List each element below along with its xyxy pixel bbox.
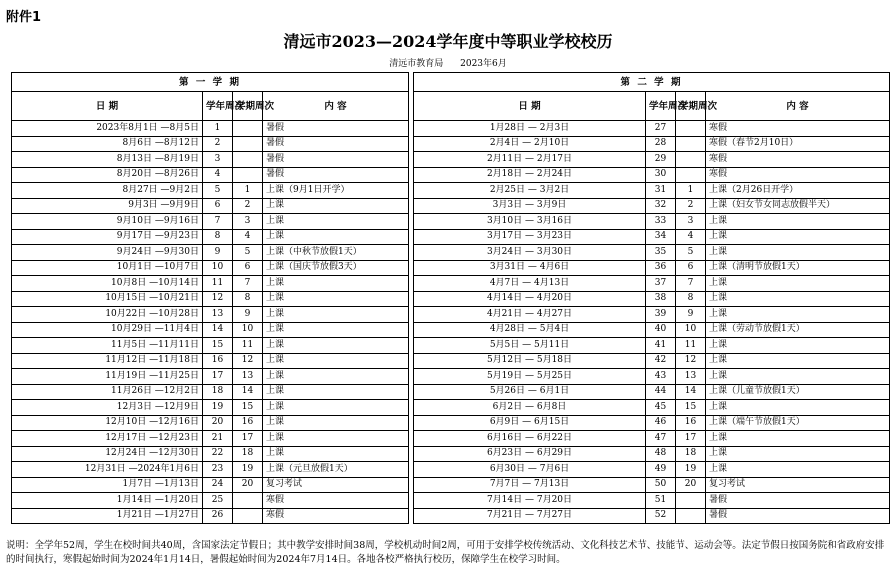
school-week-cell: 5 — [203, 183, 233, 199]
term-week-header: 学期周次 — [676, 92, 706, 121]
content-cell: 上课 — [706, 291, 890, 307]
table-row — [12, 276, 409, 292]
term-week-cell: 11 — [676, 338, 706, 354]
term-week-cell: 5 — [233, 245, 263, 261]
table-row — [12, 400, 409, 416]
content-cell: 上课 — [263, 446, 409, 462]
date-cell: 4月7日 — 4月13日 — [414, 276, 646, 292]
content-cell: 上课 — [706, 353, 890, 369]
table-row — [414, 431, 890, 447]
table-row — [12, 493, 409, 509]
school-week-cell: 47 — [646, 431, 676, 447]
term-week-cell: 2 — [676, 198, 706, 214]
table-row — [414, 508, 890, 524]
content-cell: 寒假 — [706, 152, 890, 168]
page-title: 清远市2023—2024学年度中等职业学校校历 — [283, 32, 613, 51]
school-week-cell: 8 — [203, 229, 233, 245]
school-week-cell: 43 — [646, 369, 676, 385]
date-cell: 2023年8月1日 —8月5日 — [12, 121, 203, 137]
term-week-cell: 14 — [676, 384, 706, 400]
date-header: 日 期 — [12, 92, 203, 121]
semester1-title: 第 一 学 期 — [12, 73, 409, 92]
content-cell: 上课 — [706, 245, 890, 261]
date-cell: 3月31日 — 4月6日 — [414, 260, 646, 276]
date-cell: 8月20日 —8月26日 — [12, 167, 203, 183]
term-week-cell: 13 — [676, 369, 706, 385]
table-row — [12, 214, 409, 230]
date-cell: 8月27日 —9月2日 — [12, 183, 203, 199]
content-cell: 暑假 — [706, 508, 890, 524]
table-row — [414, 291, 890, 307]
date-cell: 4月21日 — 4月27日 — [414, 307, 646, 323]
date-cell: 3月3日 — 3月9日 — [414, 198, 646, 214]
date-cell: 11月12日 —11月18日 — [12, 353, 203, 369]
date-cell: 5月12日 — 5月18日 — [414, 353, 646, 369]
table-row — [414, 229, 890, 245]
term-week-cell: 11 — [233, 338, 263, 354]
term-week-cell: 7 — [233, 276, 263, 292]
date-cell: 3月10日 — 3月16日 — [414, 214, 646, 230]
table-row — [414, 415, 890, 431]
table-row — [12, 183, 409, 199]
date-cell: 2月25日 — 3月2日 — [414, 183, 646, 199]
content-cell: 上课 — [263, 415, 409, 431]
school-week-cell: 48 — [646, 446, 676, 462]
school-week-cell: 51 — [646, 493, 676, 509]
date-cell: 2月11日 — 2月17日 — [414, 152, 646, 168]
term-week-cell: 13 — [233, 369, 263, 385]
school-week-cell: 39 — [646, 307, 676, 323]
school-week-cell: 9 — [203, 245, 233, 261]
content-cell: 上课 — [263, 229, 409, 245]
content-header: 内 容 — [706, 92, 890, 121]
school-week-cell: 23 — [203, 462, 233, 478]
date-cell: 10月15日 —10月21日 — [12, 291, 203, 307]
term-week-cell: 4 — [676, 229, 706, 245]
school-week-cell: 42 — [646, 353, 676, 369]
content-cell: 上课 — [706, 276, 890, 292]
content-cell: 上课（劳动节放假1天） — [706, 322, 890, 338]
school-week-cell: 27 — [646, 121, 676, 137]
date-cell: 5月26日 — 6月1日 — [414, 384, 646, 400]
term-week-cell — [233, 167, 263, 183]
date-cell: 10月29日 —11月4日 — [12, 322, 203, 338]
school-week-cell: 12 — [203, 291, 233, 307]
term-week-cell: 8 — [233, 291, 263, 307]
table-row — [12, 462, 409, 478]
content-cell: 复习考试 — [706, 477, 890, 493]
table-row — [414, 152, 890, 168]
date-cell: 2月4日 — 2月10日 — [414, 136, 646, 152]
date-cell: 11月19日 —11月25日 — [12, 369, 203, 385]
term-week-cell — [233, 508, 263, 524]
term-week-cell: 19 — [233, 462, 263, 478]
date-cell: 6月9日 — 6月15日 — [414, 415, 646, 431]
date-cell: 2月18日 — 2月24日 — [414, 167, 646, 183]
table-row — [414, 198, 890, 214]
date-cell: 3月17日 — 3月23日 — [414, 229, 646, 245]
school-week-cell: 26 — [203, 508, 233, 524]
date-cell: 10月22日 —10月28日 — [12, 307, 203, 323]
content-cell: 上课 — [706, 446, 890, 462]
school-week-cell: 37 — [646, 276, 676, 292]
date-cell: 9月24日 —9月30日 — [12, 245, 203, 261]
content-cell: 复习考试 — [263, 477, 409, 493]
term-week-cell: 6 — [676, 260, 706, 276]
date-cell: 12月17日 —12月23日 — [12, 431, 203, 447]
term-week-cell: 14 — [233, 384, 263, 400]
date-cell: 4月28日 — 5月4日 — [414, 322, 646, 338]
table-row — [414, 136, 890, 152]
date-cell: 11月5日 —11月11日 — [12, 338, 203, 354]
date-cell: 12月10日 —12月16日 — [12, 415, 203, 431]
table-row — [12, 229, 409, 245]
content-cell: 上课 — [263, 291, 409, 307]
term-week-cell — [676, 493, 706, 509]
term-week-cell — [233, 136, 263, 152]
table-row — [12, 353, 409, 369]
term-week-cell: 9 — [676, 307, 706, 323]
school-week-cell: 6 — [203, 198, 233, 214]
table-row — [414, 462, 890, 478]
content-cell: 上课 — [706, 307, 890, 323]
content-header: 内 容 — [263, 92, 409, 121]
school-week-cell: 22 — [203, 446, 233, 462]
school-week-cell: 10 — [203, 260, 233, 276]
date-cell: 8月6日 —8月12日 — [12, 136, 203, 152]
table-row — [414, 276, 890, 292]
semester2-table — [413, 72, 890, 524]
table-row — [12, 508, 409, 524]
school-week-cell: 13 — [203, 307, 233, 323]
term-week-cell: 12 — [676, 353, 706, 369]
table-row — [12, 431, 409, 447]
school-week-cell: 30 — [646, 167, 676, 183]
term-week-cell: 4 — [233, 229, 263, 245]
semester1-table — [11, 72, 409, 524]
school-week-cell: 45 — [646, 400, 676, 416]
date-cell: 6月16日 — 6月22日 — [414, 431, 646, 447]
school-week-cell: 44 — [646, 384, 676, 400]
school-week-cell: 17 — [203, 369, 233, 385]
school-week-cell: 20 — [203, 415, 233, 431]
table-row — [414, 369, 890, 385]
date-cell: 5月19日 — 5月25日 — [414, 369, 646, 385]
content-cell: 上课 — [263, 338, 409, 354]
content-cell: 上课（妇女节女同志放假半天） — [706, 198, 890, 214]
table-row — [414, 477, 890, 493]
content-cell: 暑假 — [263, 152, 409, 168]
content-cell: 上课 — [263, 353, 409, 369]
content-cell: 上课 — [263, 384, 409, 400]
term-week-cell: 3 — [676, 214, 706, 230]
term-week-cell: 6 — [233, 260, 263, 276]
content-cell: 寒假 — [706, 167, 890, 183]
term-week-cell — [233, 152, 263, 168]
school-week-cell: 24 — [203, 477, 233, 493]
date-cell: 9月17日 —9月23日 — [12, 229, 203, 245]
content-cell: 上课（端午节放假1天） — [706, 415, 890, 431]
table-row — [12, 245, 409, 261]
school-week-cell: 49 — [646, 462, 676, 478]
table-row — [414, 167, 890, 183]
table-row — [12, 198, 409, 214]
table-row — [414, 384, 890, 400]
content-cell: 上课（中秋节放假1天） — [263, 245, 409, 261]
school-week-cell: 33 — [646, 214, 676, 230]
school-week-cell: 40 — [646, 322, 676, 338]
table-row — [12, 260, 409, 276]
date-header: 日 期 — [414, 92, 646, 121]
term-week-cell: 2 — [233, 198, 263, 214]
term-week-header: 学期周次 — [233, 92, 263, 121]
term-week-cell: 15 — [676, 400, 706, 416]
content-cell: 上课（2月26日开学） — [706, 183, 890, 199]
school-week-cell: 31 — [646, 183, 676, 199]
content-cell: 上课 — [263, 322, 409, 338]
date-cell: 12月31日 —2024年1月6日 — [12, 462, 203, 478]
issue-date: 2023年6月 — [460, 59, 507, 69]
school-week-cell: 3 — [203, 152, 233, 168]
table-row — [12, 415, 409, 431]
date-cell: 8月13日 —8月19日 — [12, 152, 203, 168]
date-cell: 7月7日 — 7月13日 — [414, 477, 646, 493]
content-cell: 上课 — [706, 229, 890, 245]
date-cell: 9月3日 —9月9日 — [12, 198, 203, 214]
date-cell: 1月7日 —1月13日 — [12, 477, 203, 493]
term-week-cell: 18 — [676, 446, 706, 462]
table-row — [12, 446, 409, 462]
table-row — [12, 384, 409, 400]
term-week-cell: 18 — [233, 446, 263, 462]
school-week-cell: 11 — [203, 276, 233, 292]
term-week-cell — [233, 121, 263, 137]
table-row — [12, 121, 409, 137]
term-week-cell: 5 — [676, 245, 706, 261]
school-week-cell: 1 — [203, 121, 233, 137]
table-row — [414, 307, 890, 323]
date-cell: 7月21日 — 7月27日 — [414, 508, 646, 524]
table-row — [12, 322, 409, 338]
table-row — [414, 260, 890, 276]
content-cell: 上课 — [263, 307, 409, 323]
school-week-header: 学年周次 — [646, 92, 676, 121]
term-week-cell: 10 — [233, 322, 263, 338]
term-week-cell: 17 — [676, 431, 706, 447]
content-cell: 暑假 — [706, 493, 890, 509]
date-cell: 12月24日 —12月30日 — [12, 446, 203, 462]
content-cell: 上课 — [263, 198, 409, 214]
school-week-cell: 25 — [203, 493, 233, 509]
content-cell: 暑假 — [263, 136, 409, 152]
date-cell: 10月8日 —10月14日 — [12, 276, 203, 292]
semester2-title: 第 二 学 期 — [414, 73, 890, 92]
attachment-label: 附件1 — [6, 10, 42, 25]
content-cell: 上课（儿童节放假1天） — [706, 384, 890, 400]
table-row — [12, 167, 409, 183]
table-row — [414, 400, 890, 416]
term-week-cell: 17 — [233, 431, 263, 447]
school-week-cell: 15 — [203, 338, 233, 354]
term-week-cell: 20 — [676, 477, 706, 493]
term-week-cell — [676, 136, 706, 152]
term-week-cell: 7 — [676, 276, 706, 292]
date-cell: 10月1日 —10月7日 — [12, 260, 203, 276]
date-cell: 6月2日 — 6月8日 — [414, 400, 646, 416]
school-week-cell: 46 — [646, 415, 676, 431]
content-cell: 上课 — [706, 214, 890, 230]
term-week-cell — [233, 493, 263, 509]
content-cell: 上课 — [706, 462, 890, 478]
date-cell: 1月14日 —1月20日 — [12, 493, 203, 509]
content-cell: 上课 — [263, 400, 409, 416]
term-week-cell: 20 — [233, 477, 263, 493]
content-cell: 寒假 — [263, 508, 409, 524]
content-cell: 寒假（春节2月10日） — [706, 136, 890, 152]
issuer: 清远市教育局 — [389, 59, 444, 69]
content-cell: 上课 — [706, 400, 890, 416]
table-row — [12, 136, 409, 152]
table-row — [12, 477, 409, 493]
term-week-cell: 16 — [676, 415, 706, 431]
school-week-cell: 28 — [646, 136, 676, 152]
date-cell: 1月21日 —1月27日 — [12, 508, 203, 524]
term-week-cell — [676, 152, 706, 168]
term-week-cell: 12 — [233, 353, 263, 369]
school-week-header: 学年周次 — [203, 92, 233, 121]
table-row — [414, 446, 890, 462]
subtitle — [0, 56, 896, 69]
table-row — [414, 245, 890, 261]
content-cell: 上课 — [706, 338, 890, 354]
term-week-cell: 16 — [233, 415, 263, 431]
content-cell: 上课 — [706, 369, 890, 385]
date-cell: 9月10日 —9月16日 — [12, 214, 203, 230]
content-cell: 上课（国庆节放假3天） — [263, 260, 409, 276]
table-row — [414, 338, 890, 354]
content-cell: 上课 — [263, 431, 409, 447]
school-week-cell: 18 — [203, 384, 233, 400]
school-week-cell: 32 — [646, 198, 676, 214]
footnote: 说明：全学年52周，学生在校时间共40周，含国家法定节假日；其中教学安排时间38周，学校机动时间2周，可用于安排学校传统活动、文化科技艺术节、技能节、运动会等。法定节假日按国务院和省政府安排的时间执行，寒假起始时间为2024年1月14日，暑假起始时间为2024年7月14日。各地各校严格执行校历，保障学生在校学习时间。 — [6, 540, 885, 565]
content-cell: 暑假 — [263, 121, 409, 137]
table-row — [414, 183, 890, 199]
school-week-cell: 34 — [646, 229, 676, 245]
table-row — [414, 493, 890, 509]
school-week-cell: 16 — [203, 353, 233, 369]
term-week-cell: 1 — [233, 183, 263, 199]
content-cell: 上课（9月1日开学） — [263, 183, 409, 199]
content-cell: 寒假 — [263, 493, 409, 509]
table-row — [12, 338, 409, 354]
school-week-cell: 35 — [646, 245, 676, 261]
content-cell: 上课（清明节放假1天） — [706, 260, 890, 276]
school-week-cell: 29 — [646, 152, 676, 168]
content-cell: 暑假 — [263, 167, 409, 183]
table-row — [414, 322, 890, 338]
term-week-cell — [676, 121, 706, 137]
school-week-cell: 50 — [646, 477, 676, 493]
term-week-cell — [676, 508, 706, 524]
table-row — [12, 369, 409, 385]
school-week-cell: 14 — [203, 322, 233, 338]
content-cell: 上课 — [263, 276, 409, 292]
term-week-cell: 3 — [233, 214, 263, 230]
school-week-cell: 7 — [203, 214, 233, 230]
school-week-cell: 4 — [203, 167, 233, 183]
date-cell: 1月28日 — 2月3日 — [414, 121, 646, 137]
date-cell: 7月14日 — 7月20日 — [414, 493, 646, 509]
date-cell: 11月26日 —12月2日 — [12, 384, 203, 400]
school-week-cell: 36 — [646, 260, 676, 276]
content-cell: 上课 — [706, 431, 890, 447]
table-row — [414, 121, 890, 137]
term-week-cell: 9 — [233, 307, 263, 323]
table-row — [12, 152, 409, 168]
content-cell: 上课 — [263, 369, 409, 385]
table-row — [12, 291, 409, 307]
content-cell: 上课 — [263, 214, 409, 230]
school-week-cell: 41 — [646, 338, 676, 354]
school-week-cell: 38 — [646, 291, 676, 307]
content-cell: 寒假 — [706, 121, 890, 137]
term-week-cell: 15 — [233, 400, 263, 416]
date-cell: 4月14日 — 4月20日 — [414, 291, 646, 307]
school-week-cell: 2 — [203, 136, 233, 152]
term-week-cell — [676, 167, 706, 183]
date-cell: 5月5日 — 5月11日 — [414, 338, 646, 354]
term-week-cell: 8 — [676, 291, 706, 307]
school-week-cell: 21 — [203, 431, 233, 447]
table-row — [12, 307, 409, 323]
content-cell: 上课（元旦放假1天） — [263, 462, 409, 478]
date-cell: 3月24日 — 3月30日 — [414, 245, 646, 261]
term-week-cell: 19 — [676, 462, 706, 478]
school-week-cell: 52 — [646, 508, 676, 524]
table-row — [414, 353, 890, 369]
table-row — [414, 214, 890, 230]
date-cell: 6月23日 — 6月29日 — [414, 446, 646, 462]
date-cell: 6月30日 — 7月6日 — [414, 462, 646, 478]
term-week-cell: 1 — [676, 183, 706, 199]
school-week-cell: 19 — [203, 400, 233, 416]
date-cell: 12月3日 —12月9日 — [12, 400, 203, 416]
term-week-cell: 10 — [676, 322, 706, 338]
